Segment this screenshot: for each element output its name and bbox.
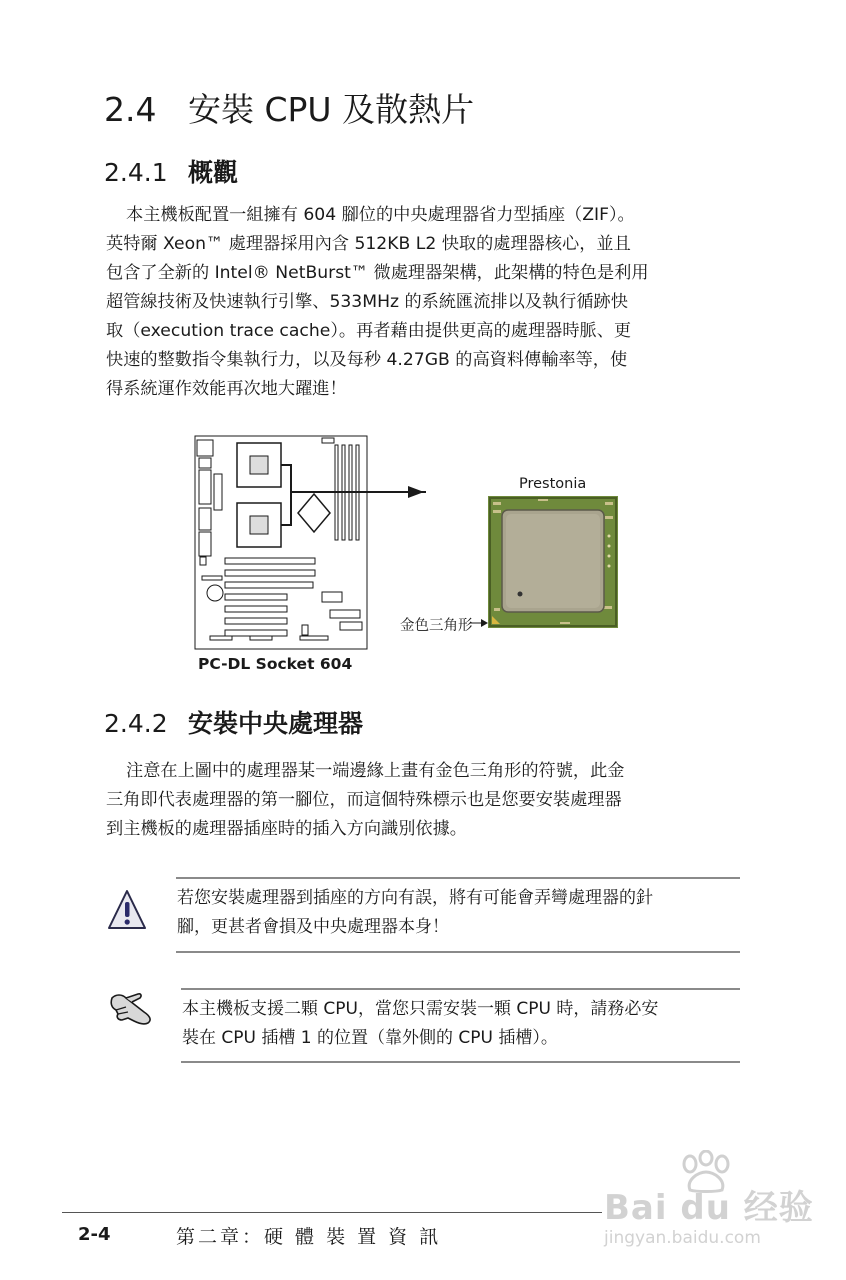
arrow-icon bbox=[408, 486, 424, 498]
text-line: 取（execution trace cache）。再者藉由提供更高的處理器時脈、更 bbox=[106, 321, 632, 341]
footer-rule bbox=[62, 1212, 602, 1213]
subsection-heading-install bbox=[104, 704, 363, 740]
pointer-arrow-icon bbox=[470, 618, 488, 628]
cpu-label: Prestonia bbox=[519, 476, 587, 492]
text-line: 英特爾 Xeon™ 處理器採用內含 512KB L2 快取的處理器核心，並且 bbox=[106, 234, 631, 254]
text-line: 快速的整數指令集執行力，以及每秒 4.27GB 的高資料傳輸率等，使 bbox=[106, 350, 628, 370]
board-caption: PC-DL Socket 604 bbox=[198, 655, 353, 673]
watermark-url: jingyan.baidu.com bbox=[604, 1228, 761, 1248]
watermark-brand: Bai du 经验 bbox=[604, 1188, 814, 1228]
subsection-title: 概觀 bbox=[188, 158, 239, 187]
note-top-rule bbox=[181, 988, 740, 990]
subsection-number: 2.4.2 bbox=[104, 709, 168, 738]
section-heading bbox=[104, 84, 474, 131]
text-line: 三角即代表處理器的第一腳位，而這個特殊標示也是您要安裝處理器 bbox=[106, 790, 622, 810]
text-line: 本主機板支援二顆 CPU，當您只需安裝一顆 CPU 時，請務必安 bbox=[182, 999, 659, 1019]
motherboard-diagram bbox=[190, 432, 430, 654]
note-text bbox=[182, 995, 738, 1053]
note-bottom-rule bbox=[181, 1061, 740, 1063]
text-line: 注意在上圖中的處理器某一端邊緣上畫有金色三角形的符號，此金 bbox=[126, 761, 625, 781]
chapter-title: 第二章：硬 體 裝 置 資 訊 bbox=[176, 1226, 442, 1248]
subsection-number: 2.4.1 bbox=[104, 158, 168, 187]
pointing-hand-icon bbox=[108, 990, 160, 1026]
text-line: 包含了全新的 Intel® NetBurst™ 微處理器架構，此架構的特色是利用 bbox=[106, 263, 649, 283]
warning-text bbox=[177, 884, 733, 942]
text-line: 裝在 CPU 插槽 1 的位置（靠外側的 CPU 插槽）。 bbox=[182, 1028, 558, 1048]
text-line: 若您安裝處理器到插座的方向有誤，將有可能會弄彎處理器的針 bbox=[177, 888, 653, 908]
warning-top-rule bbox=[176, 877, 740, 879]
warning-bottom-rule bbox=[176, 951, 740, 953]
text-line: 腳，更甚者會損及中央處理器本身！ bbox=[177, 917, 449, 937]
subsection-heading-overview bbox=[104, 153, 238, 189]
text-line: 得系統運作效能再次地大躍進！ bbox=[106, 379, 347, 399]
overview-paragraph bbox=[106, 201, 738, 404]
install-paragraph bbox=[106, 757, 738, 844]
subsection-title: 安裝中央處理器 bbox=[188, 709, 364, 738]
warning-icon bbox=[106, 888, 148, 932]
page-number: 2-4 bbox=[78, 1224, 111, 1245]
triangle-label: 金色三角形 bbox=[400, 618, 473, 634]
text-line: 超管線技術及快速執行引擎、533MHz 的系統匯流排以及執行循跡快 bbox=[106, 292, 628, 312]
cpu-photo bbox=[488, 496, 618, 628]
text-line: 本主機板配置一組擁有 604 腳位的中央處理器省力型插座（ZIF）。 bbox=[126, 205, 635, 225]
section-title: 安裝 CPU 及散熱片 bbox=[188, 90, 475, 129]
section-number: 2.4 bbox=[104, 90, 157, 129]
text-line: 到主機板的處理器插座時的插入方向識別依據。 bbox=[106, 819, 467, 839]
